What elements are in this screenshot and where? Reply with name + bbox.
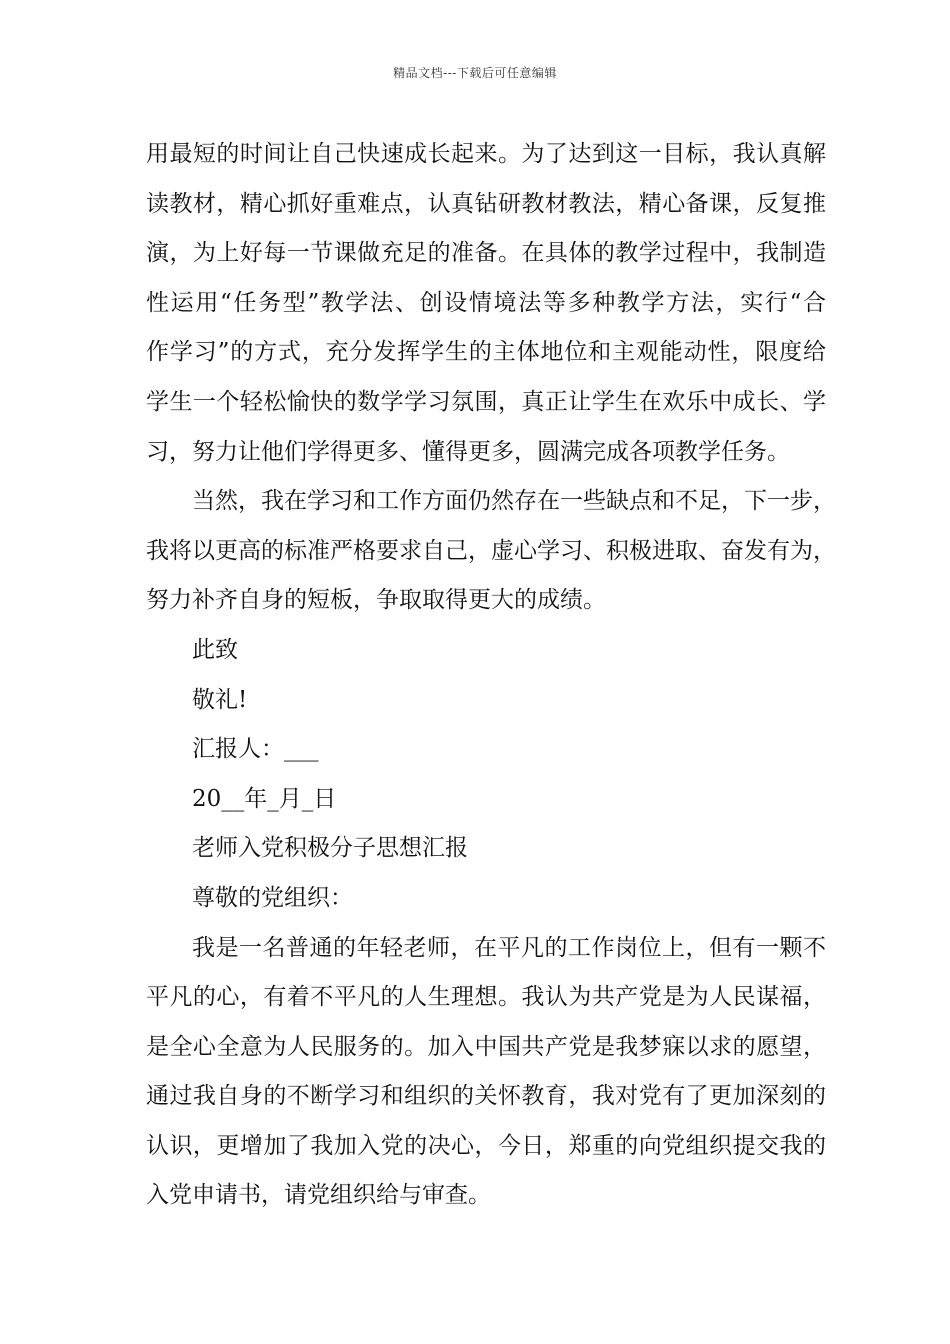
paragraph-line: 入党申请书，请党组织给与审查。 — [146, 1182, 491, 1209]
paragraph-line: 用最短的时间让自己快速成长起来。为了达到这一目标，我认真解 — [146, 141, 826, 167]
document-body — [146, 130, 836, 1221]
reporter-signature: 汇报人：___ — [192, 736, 319, 763]
report-date: 20__年_月_日 — [192, 785, 337, 812]
paragraph-line: 平凡的心，有着不平凡的人生理想。我认为共产党是为人民谋福， — [146, 984, 826, 1011]
paragraph-line: 作学习”的方式，充分发挥学生的主体地位和主观能动性，限度给 — [146, 339, 826, 366]
paragraph-line: 当然，我在学习和工作方面仍然存在一些缺点和不足，下一步， — [192, 488, 836, 515]
closing-salute: 此致 — [192, 636, 238, 663]
paragraph-line: 认识，更增加了我加入党的决心，今日，郑重的向党组织提交我的 — [146, 1132, 826, 1159]
paragraph-line: 学生一个轻松愉快的数学学习氛围，真正让学生在欢乐中成长、学 — [146, 388, 826, 415]
paragraph-line: 是全心全意为人民服务的。加入中国共产党是我梦寐以求的愿望， — [146, 1033, 826, 1060]
paragraph-line: 我是一名普通的年轻老师，在平凡的工作岗位上，但有一颗不 — [192, 934, 826, 961]
paragraph-line: 习，努力让他们学得更多、懂得更多，圆满完成各项教学任务。 — [146, 438, 790, 465]
paragraph-line: 通过我自身的不断学习和组织的关怀教育，我对党有了更加深刻的 — [146, 1083, 826, 1110]
report-greeting: 尊敬的党组织： — [192, 884, 353, 911]
paragraph-line: 读教材，精心抓好重难点，认真钻研教材教法，精心备课，反复推 — [146, 190, 826, 217]
paragraph-line: 演，为上好每一节课做充足的准备。在具体的教学过程中，我制造 — [146, 240, 826, 267]
paragraph-line: 我将以更高的标准严格要求自己，虚心学习、积极进取、奋发有为， — [146, 537, 836, 564]
paragraph-line: 努力补齐自身的短板，争取取得更大的成绩。 — [146, 587, 606, 614]
document-header: 精品文档---下载后可任意编辑 — [393, 66, 557, 80]
closing-respect: 敬礼! — [192, 686, 248, 713]
paragraph-line: 性运用“任务型”教学法、创设情境法等多种教学方法，实行“合 — [146, 289, 826, 316]
report-title: 老师入党积极分子思想汇报 — [192, 835, 468, 862]
